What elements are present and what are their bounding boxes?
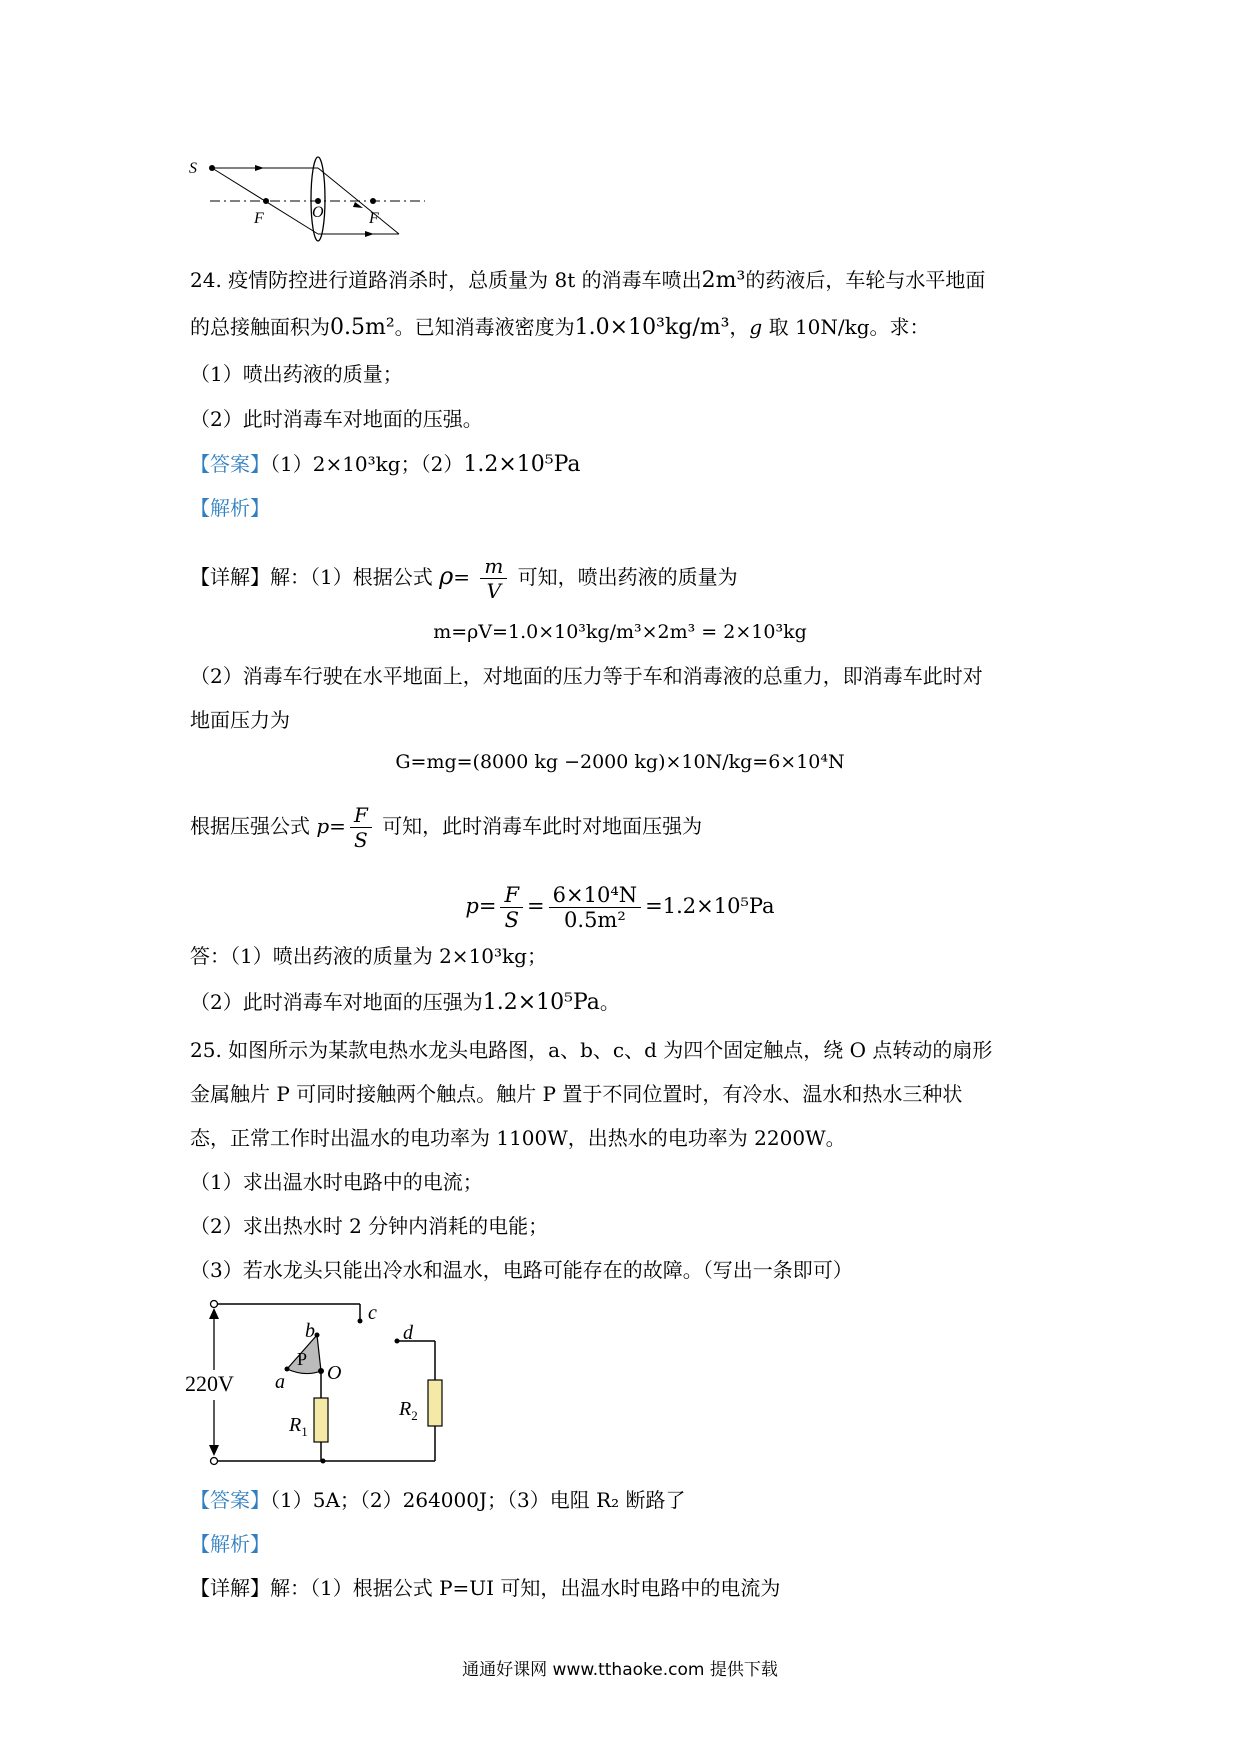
- q24-detail-2b: 地面压力为: [190, 708, 290, 732]
- label-voltage: 220V: [185, 1371, 234, 1396]
- q24-eq-mass: m=ρV=1.0×10³kg/m³×2m³ = 2×10³kg: [433, 621, 807, 643]
- label-c: c: [368, 1302, 377, 1324]
- label-o: O: [327, 1362, 342, 1384]
- q25-stem-line2: 金属触片 P 可同时接触两个触点。触片 P 置于不同位置时，有冷水、温水和热水三种状: [190, 1082, 963, 1106]
- q24-detail-1: 【详解】解：（1）根据公式 ρ= $\frac{m}{V}$ 可知，喷出药液的质量为: [190, 554, 738, 603]
- q25-stem-line1: 25. 如图所示为某款电热水龙头电路图，a、b、c、d 为四个固定触点，绕 O 点转动的扇形: [190, 1038, 993, 1062]
- circuit-diagram: [185, 1295, 465, 1475]
- q25-detail-1: 【详解】解：（1）根据公式 P=UI 可知，出温水时电路中的电流为: [190, 1576, 781, 1600]
- q24-analysis-tag: 【解析】: [190, 496, 270, 520]
- fraction-f-over-s: $\frac{F}{S}$: [350, 803, 372, 852]
- q24-stem-line1: 24. 疫情防控进行道路消杀时，总质量为 8t 的消毒车喷出2m³的药液后，车轮与水平地面: [190, 268, 986, 293]
- q24-ans-1: 答：（1）喷出药液的质量为 2×10³kg；: [190, 944, 547, 968]
- svg-text:R2: $R_2$: [399, 1398, 418, 1423]
- q25-sub3: （3）若水龙头只能出冷水和温水，电路可能存在的故障。（写出一条即可）: [190, 1258, 853, 1282]
- q25-sub2: （2）求出热水时 2 分钟内消耗的电能；: [190, 1214, 549, 1238]
- q24-sub2: （2）此时消毒车对地面的压强。: [190, 407, 483, 431]
- label-f-right: F: [369, 210, 379, 227]
- label-f-left: F: [254, 210, 264, 227]
- label-b: b: [305, 1320, 315, 1342]
- q24-answer: 【答案】（1）2×10³kg；（2）1.2×10⁵Pa: [190, 452, 581, 477]
- label-s: S: [189, 160, 197, 177]
- label-p: P: [297, 1349, 308, 1369]
- page-footer: 通通好课网 www.tthaoke.com 提供下载: [462, 1660, 778, 1680]
- q24-stem-line2: 的总接触面积为0.5m²。已知消毒液密度为1.0×10³kg/m³，g 取 10N/kg。求：: [190, 315, 930, 340]
- label-r1: R: [289, 1414, 302, 1436]
- label-a: a: [275, 1371, 285, 1393]
- label-d: d: [403, 1322, 413, 1344]
- fraction-m-over-v: $\frac{m}{V}$: [480, 554, 507, 603]
- q25-stem-line3: 态，正常工作时出温水的电功率为 1100W，出热水的电功率为 2200W。: [190, 1126, 846, 1150]
- q24-detail-3: 根据压强公式 p= $\frac{F}{S}$ 可知，此时消毒车此时对地面压强为: [190, 803, 703, 852]
- svg-text:R1: $R_1$: [289, 1414, 308, 1439]
- q24-eq-weight: G=mg=(8000 kg −2000 kg)×10N/kg=6×10⁴N: [395, 751, 845, 773]
- q25-analysis-tag: 【解析】: [190, 1532, 270, 1556]
- q25-answer: 【答案】（1）5A；（2）264000J；（3）电阻 R₂ 断路了: [190, 1488, 686, 1512]
- label-o: O: [312, 204, 324, 221]
- fraction-numeric: $\frac{\text{6×10⁴N}}{\text{0.5m²}}$: [549, 883, 641, 932]
- q24-detail-2a: （2）消毒车行驶在水平地面上，对地面的压力等于车和消毒液的总重力，即消毒车此时对: [190, 664, 983, 688]
- q24-eq-pressure: p= $\frac{F}{S}$ = $\frac{\text{6×10⁴N}}{\text{0.5m²}}$ =1.2×10⁵Pa: [465, 883, 775, 932]
- q24-ans-2: （2）此时消毒车对地面的压强为1.2×10⁵Pa。: [190, 990, 620, 1015]
- label-r2: R: [399, 1398, 412, 1420]
- lens-ray-diagram: [185, 145, 455, 245]
- q25-sub1: （1）求出温水时电路中的电流；: [190, 1170, 483, 1194]
- q24-sub1: （1）喷出药液的质量；: [190, 362, 403, 386]
